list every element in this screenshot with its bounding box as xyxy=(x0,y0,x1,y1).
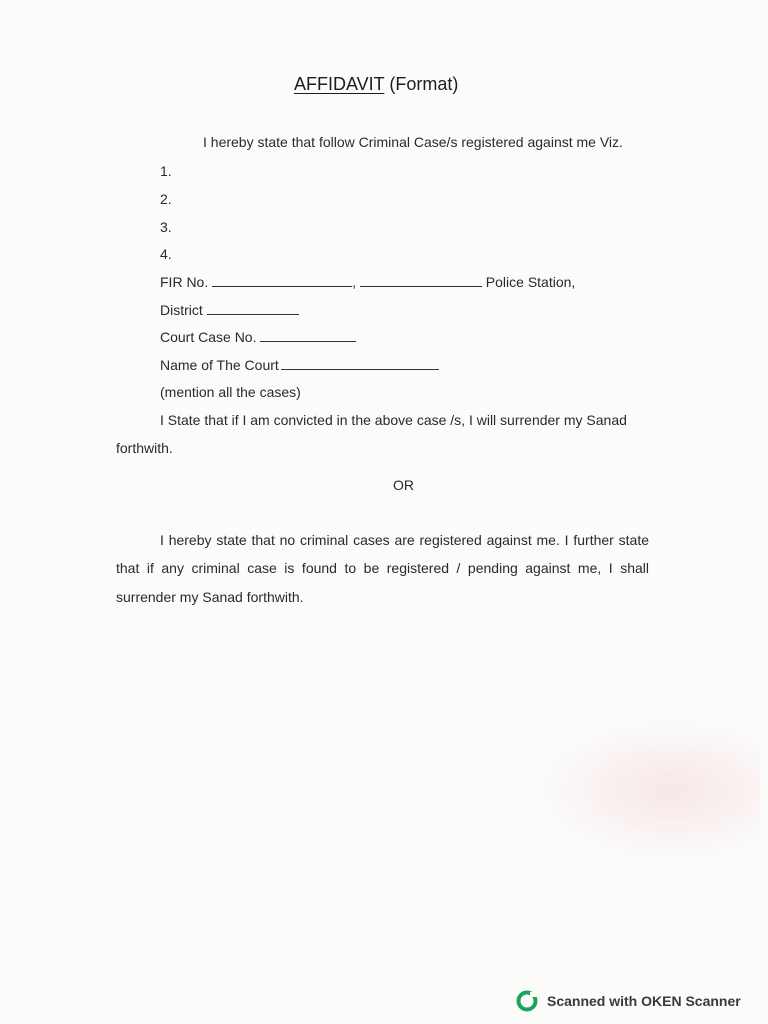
police-station-label: Police Station, xyxy=(485,274,576,290)
oken-scanner-logo-icon xyxy=(516,990,538,1012)
court-case-label: Court Case No. xyxy=(160,329,257,345)
fir-number-blank xyxy=(212,274,352,287)
or-separator: OR xyxy=(393,477,414,493)
court-case-blank xyxy=(260,329,356,342)
scanner-footer xyxy=(516,990,741,1012)
surrender-statement: I State that if I am convicted in the above case /s, I will surrender my Sanad xyxy=(160,412,627,428)
title-suffix: (Format) xyxy=(384,74,459,94)
intro-statement: I hereby state that follow Criminal Case/s registered against me Viz. xyxy=(203,134,623,150)
list-item: 1. xyxy=(160,163,172,179)
district-blank xyxy=(207,302,299,315)
document-title xyxy=(294,73,458,95)
paper-stain xyxy=(540,720,760,860)
surrender-statement-cont: forthwith. xyxy=(116,440,173,456)
police-station-blank xyxy=(360,274,482,287)
scanner-label: Scanned with OKEN Scanner xyxy=(547,993,741,1009)
district-label: District xyxy=(160,302,203,318)
district-line xyxy=(160,301,299,319)
mention-note: (mention all the cases) xyxy=(160,384,301,400)
court-name-blank xyxy=(281,357,439,370)
list-item: 3. xyxy=(160,219,172,235)
court-case-line xyxy=(160,328,356,346)
fir-label: FIR No. xyxy=(160,274,209,290)
court-name-line xyxy=(160,356,439,374)
title-main: AFFIDAVIT xyxy=(294,74,385,94)
alt-statement-line: I hereby state that no criminal cases are registered against me. I further state xyxy=(160,532,649,548)
list-item: 2. xyxy=(160,191,172,207)
alt-statement-line: surrender my Sanad forthwith. xyxy=(116,589,304,605)
court-name-label: Name of The Court xyxy=(160,357,279,373)
fir-line xyxy=(160,273,575,291)
fir-separator: , xyxy=(352,274,357,290)
alt-statement-line: that if any criminal case is found to be registered / pending against me, I shall xyxy=(116,560,649,576)
list-item: 4. xyxy=(160,246,172,262)
